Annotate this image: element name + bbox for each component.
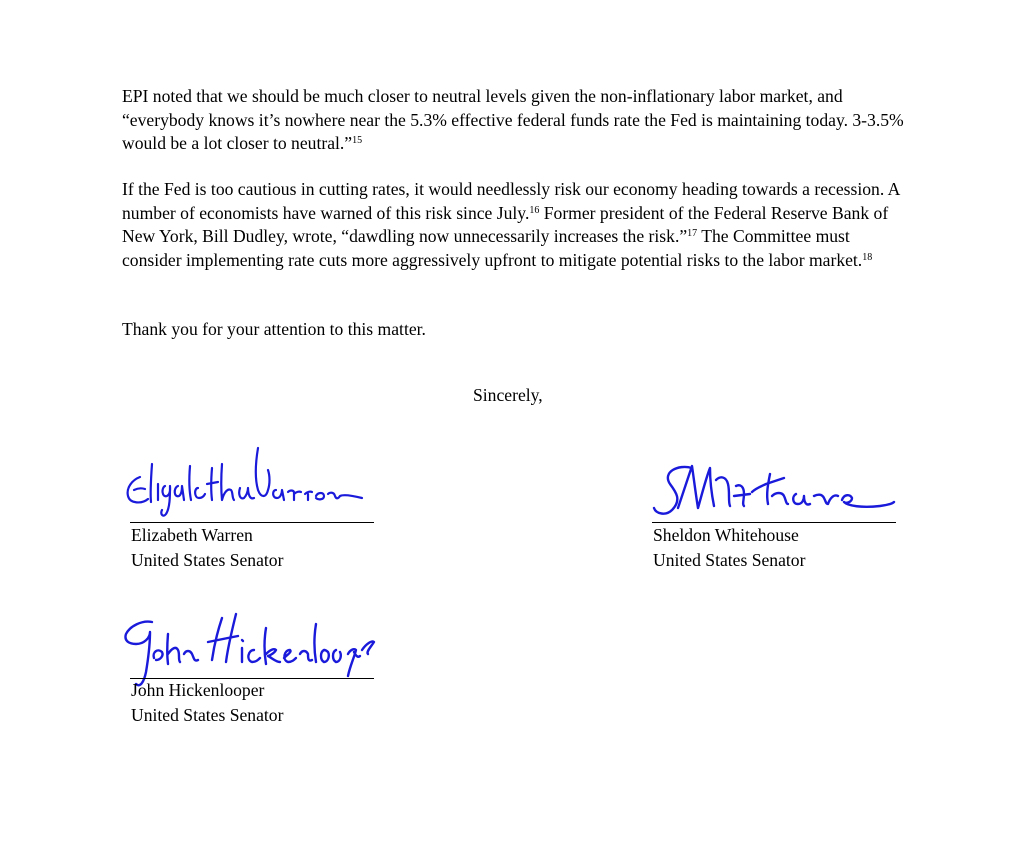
signature-ink [125, 614, 374, 685]
signatory-title: United States Senator [131, 550, 284, 570]
signatory-title: United States Senator [131, 705, 284, 725]
footnote-marker[interactable]: 18 [862, 251, 873, 263]
body-paragraph-2 [122, 178, 912, 272]
signatory-name: John Hickenlooper [131, 680, 265, 700]
signature-ink [654, 466, 894, 514]
signature-line [130, 522, 374, 523]
paragraph-text: EPI noted that we should be much closer to neutral levels given the non-inflationary labor market, and “everybody knows it’s nowhere near the 5.3% effective federal funds rate the Fed is maintaining today. 3-3.5% would be a lot closer to neutral.” [122, 86, 904, 153]
signature-whitehouse-image [648, 456, 898, 526]
footnote-marker[interactable]: 17 [687, 228, 698, 239]
footnote-marker[interactable]: 16 [529, 204, 540, 216]
closing-salutation: Sincerely, [473, 385, 543, 405]
signature-warren-image [118, 444, 378, 524]
paragraph-text: Thank you for your attention to this matter. [122, 319, 426, 339]
signatory-name: Elizabeth Warren [131, 525, 253, 545]
paragraph-text: Former president of the Federal Reserve Bank of New York, Bill Dudley, wrote, “dawdling now unnecessarily increases the risk.” [122, 202, 889, 246]
signatory-title: United States Senator [653, 550, 806, 570]
signature-ink [128, 448, 362, 516]
paragraph-text: If the Fed is too cautious in cutting rates, it would needlessly risk our economy heading towards a recession. A number of economists have warned of this risk since July. [122, 179, 900, 223]
signature-line [652, 522, 896, 523]
body-paragraph-1 [122, 85, 912, 156]
paragraph-text: The Committee must consider implementing rate cuts more aggressively upfront to mitigate potential risks to the labor market. [122, 226, 863, 270]
footnote-marker[interactable]: 15 [352, 135, 363, 146]
signature-line [130, 678, 374, 679]
signatory-name: Sheldon Whitehouse [653, 525, 799, 545]
body-paragraph-3 [122, 318, 912, 342]
